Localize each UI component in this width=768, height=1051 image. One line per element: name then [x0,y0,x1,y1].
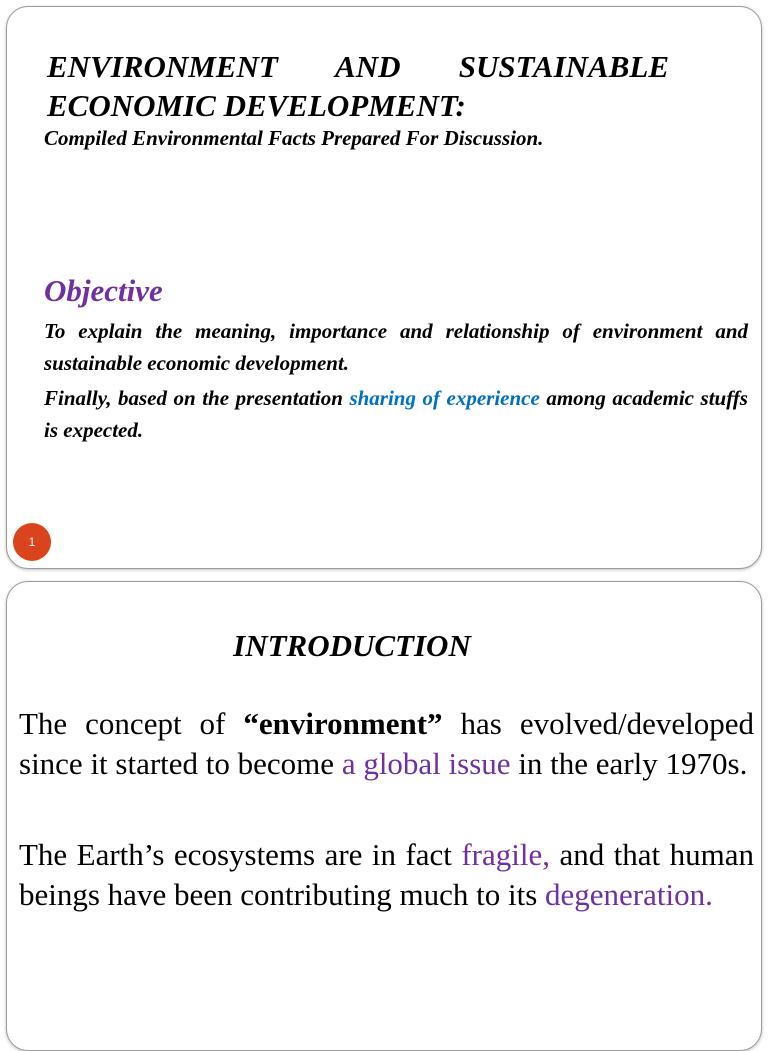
intro-p2-middle: and that human beings have been contributing much to its [19,837,754,912]
sharing-of-experience-highlight: sharing of experience [349,386,540,410]
slide-2 [6,581,762,1051]
slide-1 [6,6,762,569]
introduction-body [19,704,754,966]
objective-heading: Objective [44,273,163,308]
objective-body [44,316,748,450]
slide-title-line-1: ENVIRONMENT AND SUSTAINABLE [47,49,669,84]
fragile-highlight: fragile, [461,837,550,872]
slide-title [47,47,669,125]
environment-term: “environment” [243,706,443,741]
introduction-paragraph-2 [19,835,754,915]
slide-subtitle: Compiled Environmental Facts Prepared For Discussion. [44,126,544,150]
global-issue-highlight: a global issue [341,746,511,781]
degeneration-highlight: degeneration. [545,877,713,912]
objective-paragraph-2 [44,383,748,446]
intro-p1-end: in the early 1970s. [510,746,748,781]
objective-paragraph-2-start: Finally, based on the presentation [44,386,350,410]
objective-paragraph-1: To explain the meaning, importance and relationship of environment and sustainable economic development. [44,319,748,375]
objective-paragraph-2-end: among academic stuffs is expected. [44,386,748,442]
intro-p1-middle: has evolved/developed since it started to become [19,706,754,781]
page-number-badge: 1 [13,523,51,561]
introduction-heading: INTRODUCTION [233,628,471,663]
intro-p2-start: The Earth’s ecosystems are in fact [19,837,462,872]
intro-p1-start: The concept of [19,706,244,741]
slide-title-line-2: ECONOMIC DEVELOPMENT: [47,88,466,123]
introduction-paragraph-1 [19,704,754,784]
